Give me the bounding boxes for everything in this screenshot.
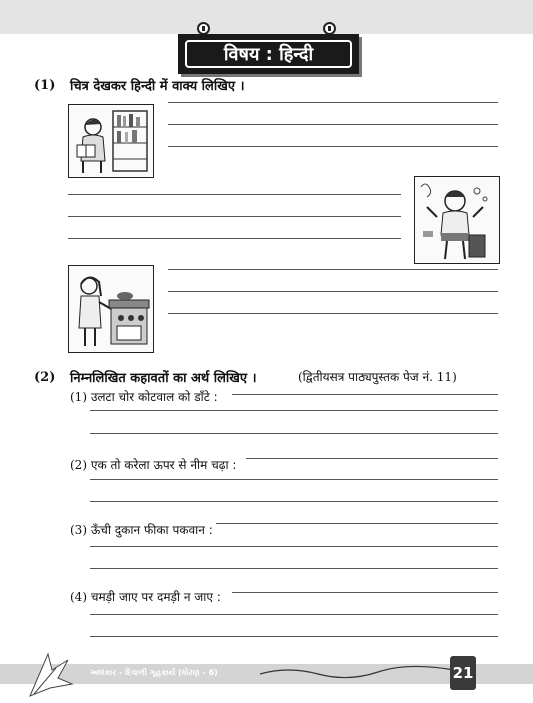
proverb-number: (4): [70, 590, 87, 604]
answer-line[interactable]: [90, 636, 498, 637]
proverb-item-3: [70, 521, 213, 538]
answer-line[interactable]: [68, 194, 401, 195]
girl-at-stove-illustration: [68, 265, 154, 353]
page-number: 21: [450, 656, 476, 690]
answer-line[interactable]: [168, 124, 498, 125]
answer-line[interactable]: [232, 592, 498, 593]
subject-title-box: [178, 34, 359, 74]
answer-line[interactable]: [68, 238, 401, 239]
proverb-text: ऊँची दुकान फीका पकवान :: [90, 523, 213, 537]
answer-line[interactable]: [168, 291, 498, 292]
question-2-text: निम्नलिखित कहावतों का अर्थ लिखिए ।: [70, 371, 257, 386]
proverb-number: (2): [70, 458, 87, 472]
proverb-item-4: [70, 588, 221, 605]
leaf-decoration-icon: [22, 650, 76, 700]
proverb-item-2: [70, 456, 236, 473]
answer-line[interactable]: [168, 313, 498, 314]
question-1-text: चित्र देखकर हिन्दी में वाक्य लिखिए ।: [70, 79, 245, 94]
answer-line[interactable]: [168, 102, 498, 103]
textbook-reference: (द्वितीयसत्र पाठ्यपुस्तक पेज नं. 11): [298, 370, 457, 384]
answer-line[interactable]: [90, 479, 498, 480]
answer-line[interactable]: [90, 501, 498, 502]
page-title: विषय : हिन्दी: [185, 40, 352, 68]
answer-line[interactable]: [68, 216, 401, 217]
proverb-number: (1): [70, 390, 87, 404]
answer-line[interactable]: [232, 394, 498, 395]
answer-line[interactable]: [168, 269, 498, 270]
answer-line[interactable]: [90, 568, 498, 569]
proverb-number: (3): [70, 523, 87, 537]
question-2-number: (2): [34, 370, 56, 385]
question-1-number: (1): [34, 78, 56, 93]
wavy-line-decoration: [258, 660, 458, 684]
answer-line[interactable]: [246, 458, 498, 459]
proverb-text: एक तो करेला ऊपर से नीम चढ़ा :: [90, 458, 237, 472]
proverb-item-1: [70, 388, 218, 405]
boy-reading-at-bookshelf-illustration: [68, 104, 154, 178]
answer-line[interactable]: [90, 546, 498, 547]
answer-line[interactable]: [90, 433, 498, 434]
proverb-text: चमड़ी जाए पर दमड़ी न जाए :: [90, 590, 221, 604]
answer-line[interactable]: [216, 523, 498, 524]
answer-line[interactable]: [90, 614, 498, 615]
footer-label: અલંકાર - દિવાળી ગૃહકાર્ય (ધોરણ - 6): [90, 668, 218, 677]
top-band: [0, 0, 533, 34]
proverb-text: उलटा चोर कोटवाल को डाँटे :: [90, 390, 218, 404]
answer-line[interactable]: [168, 146, 498, 147]
boy-bathing-illustration: [414, 176, 500, 264]
answer-line[interactable]: [90, 410, 498, 411]
